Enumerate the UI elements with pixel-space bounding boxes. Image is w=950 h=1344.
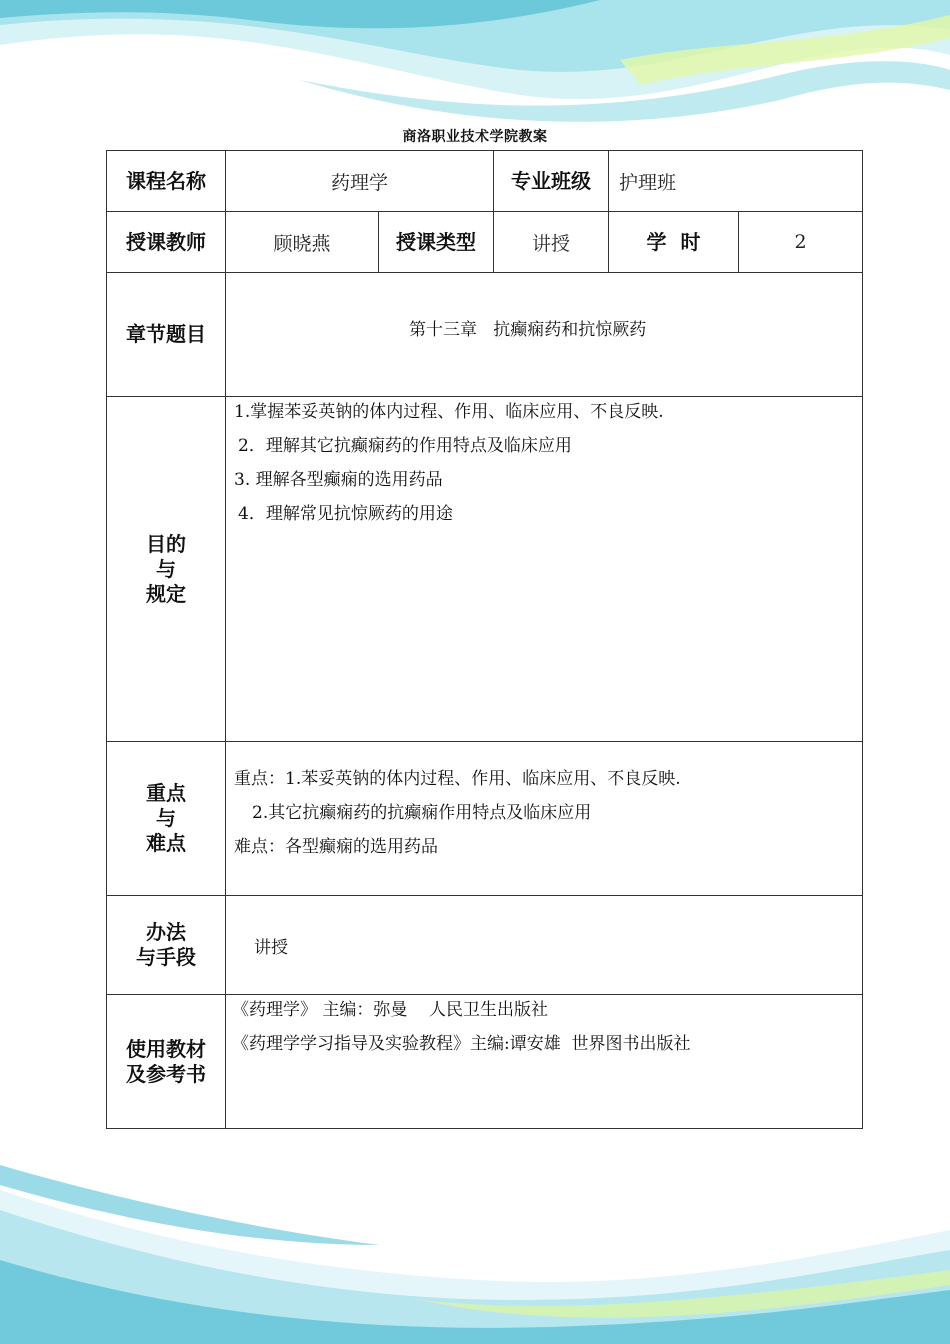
class-label: 专业班级 xyxy=(494,151,609,212)
books-label-line: 使用教材 xyxy=(126,1036,206,1061)
key-points-content xyxy=(226,742,863,896)
course-name-label: 课程名称 xyxy=(107,151,226,212)
key-point-item: 重点：1.苯妥英钠的体内过程、作用、临床应用、不良反映. xyxy=(234,769,681,789)
key-point-item: 难点：各型癫痫的选用药品 xyxy=(234,837,438,857)
methods-row xyxy=(107,896,863,995)
lesson-type-value: 讲授 xyxy=(494,212,609,273)
book-item: 《药理学学习指导及实验教程》主编:谭安雄 世界图书出版社 xyxy=(232,1034,691,1054)
goal-item: 1.掌握苯妥英钠的体内过程、作用、临床应用、不良反映. xyxy=(234,402,664,422)
teacher-label: 授课教师 xyxy=(107,212,226,273)
goal-item: 3. 理解各型癫痫的选用药品 xyxy=(234,470,443,490)
methods-label-line: 与手段 xyxy=(136,945,196,969)
teacher-value: 顾晓燕 xyxy=(226,212,379,273)
hours-value: 2 xyxy=(739,212,863,273)
goal-item: 4．理解常见抗惊厥药的用途 xyxy=(238,504,453,524)
key-points-row xyxy=(107,742,863,896)
goals-label-line: 与 xyxy=(156,556,176,581)
course-row xyxy=(107,151,863,212)
goals-content xyxy=(226,397,863,742)
goal-item: 2．理解其它抗癫痫药的作用特点及临床应用 xyxy=(238,436,572,456)
bottom-wave-decoration xyxy=(0,1150,950,1344)
chapter-value: 第十三章 抗癫痫药和抗惊厥药 xyxy=(226,273,863,397)
chapter-row xyxy=(107,273,863,397)
lesson-type-label: 授课类型 xyxy=(379,212,494,273)
hours-label: 学 时 xyxy=(609,212,739,273)
key-points-label xyxy=(107,742,226,896)
class-value: 护理班 xyxy=(609,151,863,212)
methods-label xyxy=(107,896,226,995)
course-name-value: 药理学 xyxy=(226,151,494,212)
teacher-row xyxy=(107,212,863,273)
chapter-label: 章节题目 xyxy=(107,273,226,397)
goals-label-line: 规定 xyxy=(146,581,186,606)
books-row xyxy=(107,995,863,1129)
books-label-line: 及参考书 xyxy=(126,1061,206,1086)
books-content xyxy=(226,995,863,1129)
top-wave-decoration xyxy=(0,0,950,140)
key-points-label-line: 重点 xyxy=(146,781,186,805)
lesson-plan-table xyxy=(106,150,863,1129)
key-point-item: 2.其它抗癫痫药的抗癫痫作用特点及临床应用 xyxy=(252,803,592,823)
goals-label xyxy=(107,397,226,742)
key-points-label-line: 难点 xyxy=(146,831,186,855)
goals-label-line: 目的 xyxy=(146,531,186,556)
goals-row xyxy=(107,397,863,742)
methods-value: 讲授 xyxy=(226,896,863,995)
book-item: 《药理学》 主编：弥曼 人民卫生出版社 xyxy=(232,1000,549,1020)
books-label xyxy=(107,995,226,1129)
document-title: 商洛职业技术学院教案 xyxy=(402,129,548,145)
methods-label-line: 办法 xyxy=(146,920,186,944)
key-points-label-line: 与 xyxy=(156,806,176,830)
